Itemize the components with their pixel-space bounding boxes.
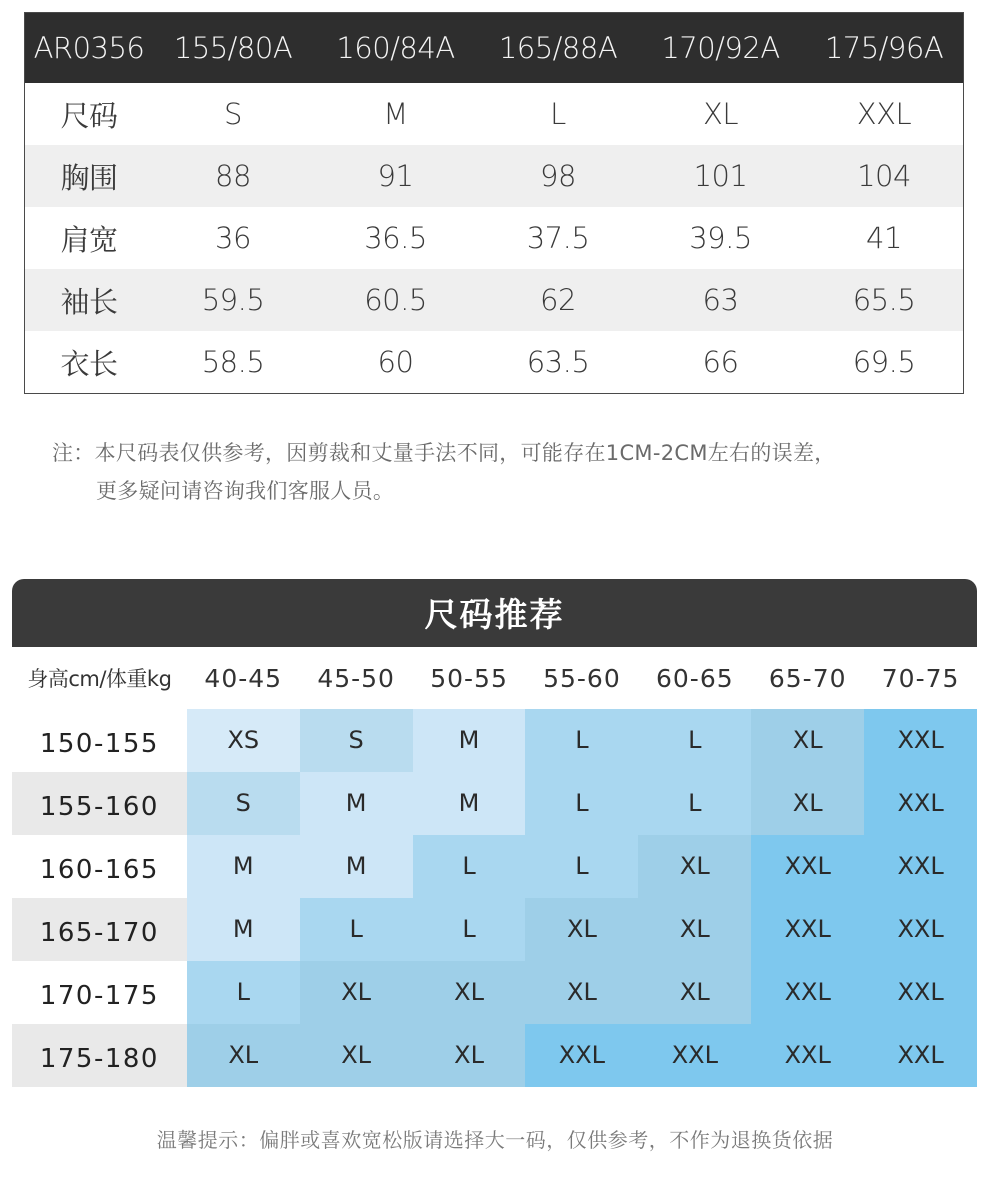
size-cell: XL bbox=[525, 898, 638, 961]
table-row bbox=[12, 961, 977, 1024]
table-cell: 160/84A bbox=[336, 31, 455, 65]
size-cell: L bbox=[300, 898, 413, 961]
size-cell: XXL bbox=[864, 772, 977, 835]
note-line-1: 注：本尺码表仅供参考，因剪裁和丈量手法不同，可能存在1CM-2CM左右的误差， bbox=[52, 441, 836, 465]
weight-range-header: 60-65 bbox=[655, 663, 734, 693]
recommendation-header-row bbox=[12, 647, 977, 709]
corner-label: 身高cm/体重kg bbox=[27, 667, 172, 691]
size-cell: XXL bbox=[638, 1024, 751, 1087]
size-cell: XXL bbox=[751, 961, 864, 1024]
size-cell: XL bbox=[525, 961, 638, 1024]
table-header-row bbox=[25, 13, 963, 83]
size-cell: XXL bbox=[864, 898, 977, 961]
height-range-label: 175-180 bbox=[12, 1024, 187, 1087]
size-cell: XXL bbox=[864, 835, 977, 898]
size-cell: L bbox=[187, 961, 300, 1024]
table-cell: 66 bbox=[702, 345, 739, 379]
table-cell: 175/96A bbox=[824, 31, 944, 65]
table-cell: 62 bbox=[540, 283, 576, 317]
table-cell: 91 bbox=[377, 159, 414, 193]
table-row bbox=[12, 835, 977, 898]
size-cell: XXL bbox=[751, 898, 864, 961]
warm-tip: 温馨提示：偏胖或喜欢宽松版请选择大一码，仅供参考，不作为退换货依据 bbox=[156, 1128, 834, 1152]
recommendation-title: 尺码推荐 bbox=[12, 579, 977, 647]
size-cell: M bbox=[187, 835, 300, 898]
weight-range-header: 50-55 bbox=[430, 663, 508, 693]
table-cell: 胸围 bbox=[60, 160, 118, 195]
size-cell: M bbox=[413, 772, 526, 835]
weight-range-header: 40-45 bbox=[204, 663, 283, 693]
size-cell: M bbox=[187, 898, 300, 961]
table-row bbox=[25, 83, 963, 145]
weight-range-header: 55-60 bbox=[543, 663, 621, 693]
table-cell: 尺码 bbox=[60, 98, 118, 133]
table-row bbox=[25, 331, 963, 393]
size-cell: XL bbox=[638, 835, 751, 898]
size-cell: XXL bbox=[864, 961, 977, 1024]
size-note bbox=[52, 434, 962, 510]
size-cell: L bbox=[638, 772, 751, 835]
size-cell: L bbox=[525, 709, 638, 772]
table-row bbox=[12, 772, 977, 835]
size-cell: L bbox=[525, 835, 638, 898]
table-row bbox=[25, 145, 963, 207]
weight-range-header: 70-75 bbox=[881, 663, 960, 693]
table-cell: 59.5 bbox=[201, 283, 265, 317]
table-cell: 101 bbox=[693, 159, 748, 193]
table-row bbox=[25, 207, 963, 269]
table-row bbox=[12, 898, 977, 961]
table-cell: 60.5 bbox=[364, 283, 427, 317]
size-cell: XL bbox=[638, 898, 751, 961]
table-cell: 98 bbox=[540, 159, 576, 193]
height-range-label: 165-170 bbox=[12, 898, 187, 961]
table-cell: 88 bbox=[215, 159, 251, 193]
table-cell: S bbox=[224, 97, 242, 131]
size-cell: XXL bbox=[864, 709, 977, 772]
table-cell: 41 bbox=[866, 221, 902, 255]
size-cell: L bbox=[638, 709, 751, 772]
size-cell: M bbox=[413, 709, 526, 772]
table-row bbox=[12, 709, 977, 772]
size-cell: L bbox=[525, 772, 638, 835]
recommendation-body bbox=[12, 709, 977, 1087]
size-cell: XL bbox=[638, 961, 751, 1024]
table-cell: 104 bbox=[857, 159, 911, 193]
size-cell: M bbox=[300, 835, 413, 898]
size-cell: XL bbox=[413, 961, 526, 1024]
size-cell: S bbox=[187, 772, 300, 835]
table-cell: 63.5 bbox=[526, 345, 590, 379]
size-cell: S bbox=[300, 709, 413, 772]
size-cell: XS bbox=[187, 709, 300, 772]
table-cell: 58.5 bbox=[201, 345, 265, 379]
table-cell: M bbox=[383, 97, 408, 131]
size-cell: M bbox=[300, 772, 413, 835]
table-cell: 肩宽 bbox=[60, 222, 118, 257]
table-cell: 袖长 bbox=[60, 284, 118, 319]
note-line-2: 更多疑问请咨询我们客服人员。 bbox=[96, 479, 395, 503]
table-cell: 69.5 bbox=[852, 345, 916, 379]
table-cell: XXL bbox=[856, 97, 912, 131]
table-cell: 36 bbox=[215, 221, 251, 255]
table-cell: L bbox=[550, 97, 566, 131]
size-cell: XL bbox=[300, 961, 413, 1024]
table-cell: 155/80A bbox=[173, 31, 293, 65]
size-cell: L bbox=[413, 898, 526, 961]
height-range-label: 155-160 bbox=[12, 772, 187, 835]
table-cell: 36.5 bbox=[364, 221, 427, 255]
size-cell: L bbox=[413, 835, 526, 898]
size-cell: XXL bbox=[751, 1024, 864, 1087]
weight-range-header: 45-50 bbox=[317, 663, 395, 693]
size-cell: XXL bbox=[525, 1024, 638, 1087]
size-recommendation bbox=[12, 579, 977, 1087]
weight-range-header: 65-70 bbox=[768, 663, 847, 693]
table-cell: XL bbox=[702, 97, 739, 131]
table-cell: 衣长 bbox=[60, 346, 118, 381]
table-row bbox=[12, 1024, 977, 1087]
size-cell: XXL bbox=[751, 835, 864, 898]
height-range-label: 170-175 bbox=[12, 961, 187, 1024]
height-range-label: 160-165 bbox=[12, 835, 187, 898]
size-cell: XL bbox=[751, 709, 864, 772]
height-range-label: 150-155 bbox=[12, 709, 187, 772]
table-row bbox=[25, 269, 963, 331]
size-cell: XL bbox=[300, 1024, 413, 1087]
size-cell: XXL bbox=[864, 1024, 977, 1087]
table-cell: 165/88A bbox=[498, 31, 618, 65]
table-cell: 63 bbox=[702, 283, 739, 317]
table-cell: 65.5 bbox=[852, 283, 916, 317]
size-cell: XL bbox=[413, 1024, 526, 1087]
table-cell: 170/92A bbox=[661, 31, 780, 65]
size-cell: XL bbox=[187, 1024, 300, 1087]
table-cell: 39.5 bbox=[689, 221, 752, 255]
table-cell: 60 bbox=[377, 345, 414, 379]
table-cell: 37.5 bbox=[526, 221, 590, 255]
size-cell: XL bbox=[751, 772, 864, 835]
size-chart-table bbox=[24, 12, 964, 394]
table-cell: AR0356 bbox=[33, 31, 145, 65]
